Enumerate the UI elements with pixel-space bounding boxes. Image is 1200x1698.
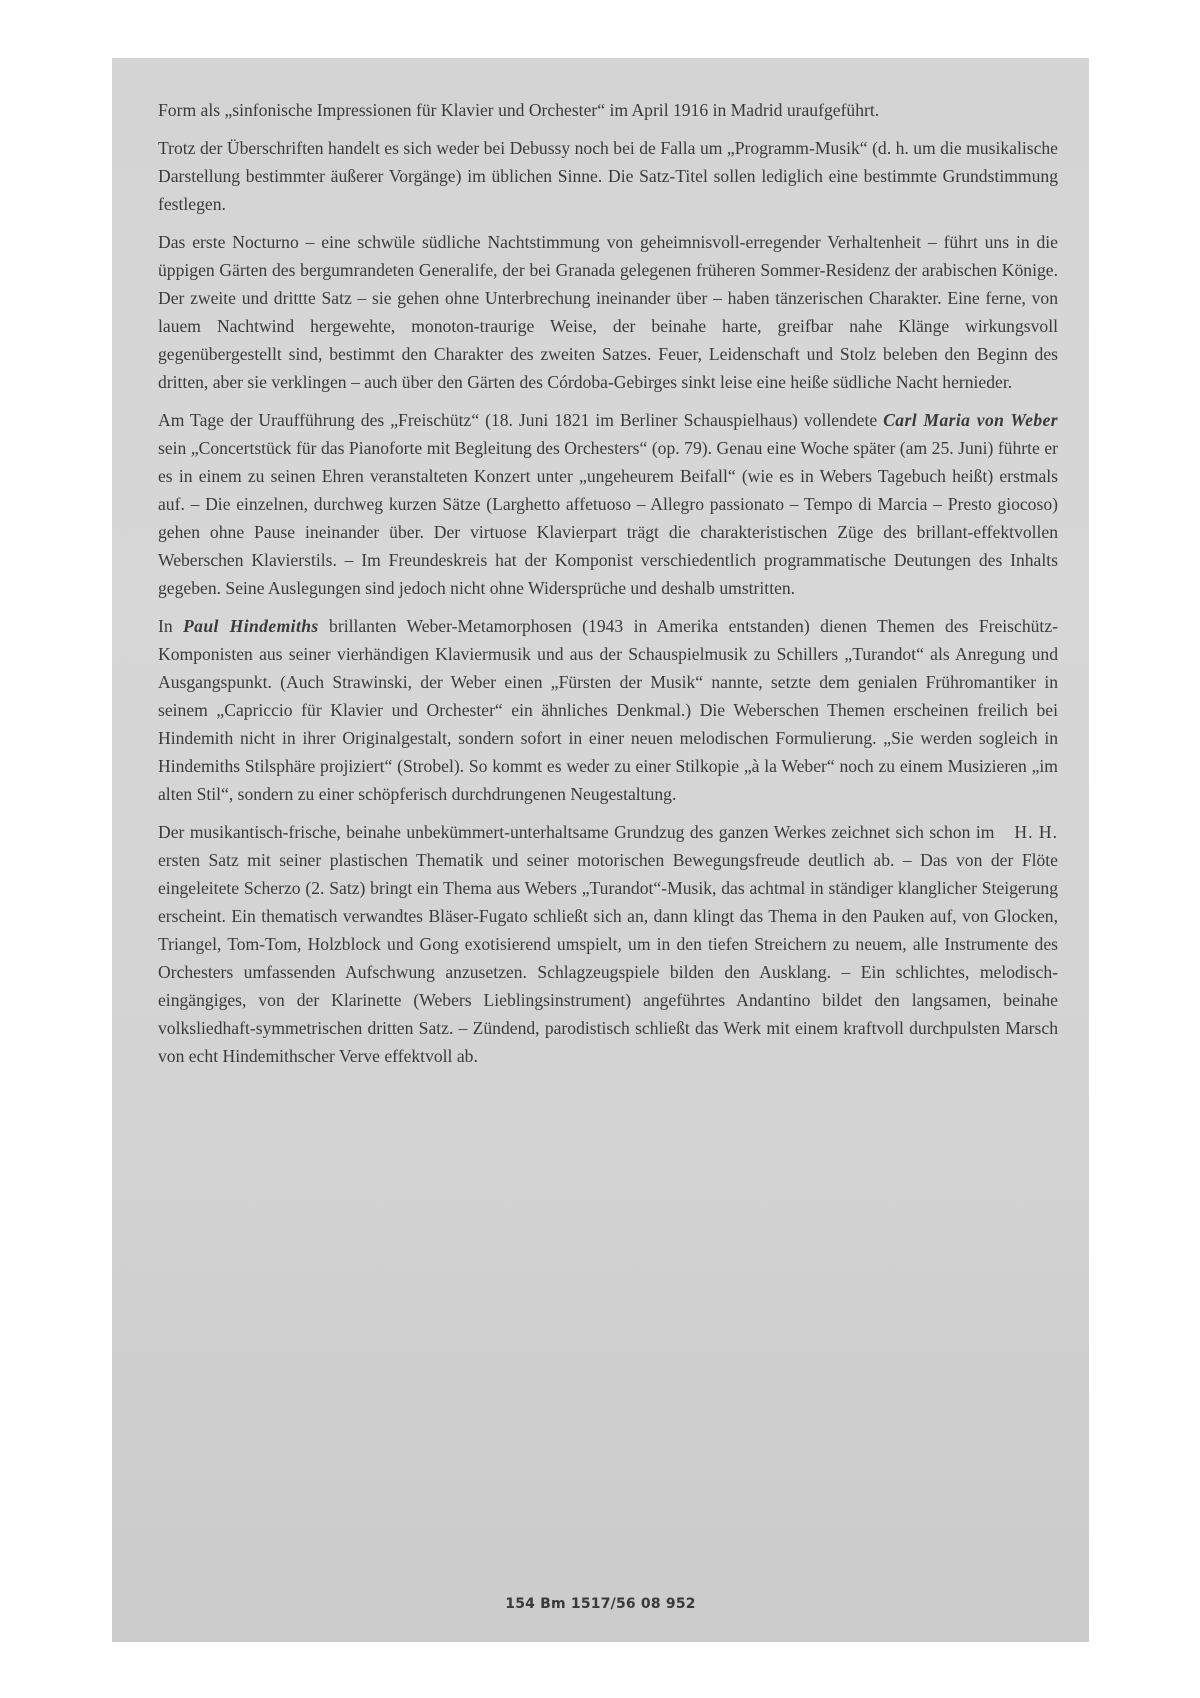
paragraph-text: Form als „sinfonische Impressionen für Klavier und Orchester“ im April 1916 in Madrid uraufgeführt.	[158, 100, 880, 120]
paragraph-movements	[158, 818, 1058, 1070]
paragraph-text: Der musikantisch-frische, beinahe unbekümmert-unterhaltsame Grundzug des ganzen Werkes zeichnet sich schon im ersten Satz mit seiner plastischen Thematik und seiner motorischen Bewegungsfreude deutlich ab. – Das von der Flöte eingeleitete Scherzo (2. Satz) bringt ein Thema aus Webers „Turandot“-Musik, das achtmal in ständiger klanglicher Steigerung erscheint. Ein thematisch verwandtes Bläser-Fugato schließt sich an, dann klingt das Thema in den Pauken auf, von Glocken, Triangel, Tom-Tom, Holzblock und Gong exotisierend umspielt, um in den tiefen Streichern zu neuem, alle Instrumente des Orchesters umfassenden Aufschwung anzusetzen. Schlagzeugspiele bilden den Ausklang. – Ein schlichtes, melodisch-eingängiges, von der Klarinette (Webers Lieblingsinstrument) angeführtes Andantino bildet den langsamen, beinahe volksliedhaft-symmetrischen dritten Satz. – Zündend, parodistisch schließt das Werk mit einem kraftvoll durchpulsten Marsch von echt Hindemithscher Verve effektvoll ab.	[158, 822, 1058, 1066]
author-signature: H. H.	[1014, 822, 1058, 842]
paragraph-text: Trotz der Überschriften handelt es sich weder bei Debussy noch bei de Falla um „Programm-Musik“ (d. h. um die musikalische Darstellung bestimmter äußerer Vorgänge) im üblichen Sinne. Die Satz-Titel sollen lediglich eine bestimmte Grundstimmung festlegen.	[158, 138, 1058, 214]
paragraph-text: In	[158, 616, 184, 636]
paragraph-text: sein „Concertstück für das Pianoforte mit Begleitung des Orchesters“ (op. 79). Genau eine Woche später (am 25. Juni) führte er es in einem zu seinen Ehren veranstalteten Konzert unter „ungeheurem Beifall“ (wie es in Webers Tagebuch heißt) erstmals auf. – Die einzelnen, durchweg kurzen Sätze (Larghetto affetuoso – Allegro passionato – Tempo di Marcia – Presto giocoso) gehen ohne Pause ineinander über. Der virtuose Klavierpart trägt die charakteristischen Züge des brillant-effektvollen Weberschen Klavierstils. – Im Freundeskreis hat der Komponist verschiedentlich programmatische Deutungen des Inhalts gegeben. Seine Auslegungen sind jedoch nicht ohne Widersprüche und deshalb umstritten.	[158, 438, 1058, 598]
paragraph-premiere	[158, 96, 1058, 124]
paragraph-hindemith	[158, 612, 1058, 808]
scanned-page	[112, 58, 1089, 1642]
composer-name-hindemith: Paul Hindemiths	[183, 616, 319, 636]
paragraph-text: Das erste Nocturno – eine schwüle südliche Nachtstimmung von geheimnisvoll-erregender Verhaltenheit – führt uns in die üppigen Gärten des bergumrandeten Generalife, der bei Granada gelegenen früheren Sommer-Residenz der arabischen Könige. Der zweite und drittte Satz – sie gehen ohne Unterbrechung ineinander über – haben tänzerischen Charakter. Eine ferne, von lauem Nachtwind hergewehte, monoton-traurige Weise, der beinahe harte, greifbar nahe Klänge wirkungsvoll gegenübergestellt sind, bestimmt den Charakter des zweiten Satzes. Feuer, Leidenschaft und Stolz beleben den Beginn des dritten, aber sie verklingen – auch über den Gärten des Córdoba-Gebirges sinkt leise eine heiße südliche Nacht hernieder.	[158, 232, 1058, 392]
paragraph-weber	[158, 406, 1058, 602]
paragraph-text: Am Tage der Uraufführung des „Freischütz“ (18. Juni 1821 im Berliner Schauspielhaus) vollendete	[158, 410, 884, 430]
article-body	[158, 96, 1058, 1080]
catalog-code: 154 Bm 1517/56 08 952	[505, 1596, 696, 1612]
paragraph-nocturno	[158, 228, 1058, 396]
composer-name-weber: Carl Maria von Weber	[883, 410, 1058, 430]
paragraph-program-music	[158, 134, 1058, 218]
paragraph-text: brillanten Weber-Metamorphosen (1943 in Amerika entstanden) dienen Themen des Freischütz-Komponisten aus seiner vierhändigen Klaviermusik und aus der Schauspielmusik zu Schillers „Turandot“ als Anregung und Ausgangspunkt. (Auch Strawinski, der Weber einen „Fürsten der Musik“ nannte, setzte dem genialen Frühromantiker in seinem „Capriccio für Klavier und Orchester“ ein ähnliches Denkmal.) Die Weberschen Themen erscheinen freilich bei Hindemith nicht in ihrer Originalgestalt, sondern sofort in einer neuen melodischen Formulierung. „Sie werden sogleich in Hindemiths Stilsphäre projiziert“ (Strobel). So kommt es weder zu einer Stilkopie „à la Weber“ noch zu einem Musizieren „im alten Stil“, sondern zu einer schöpferisch durchdrungenen Neugestaltung.	[158, 616, 1058, 804]
